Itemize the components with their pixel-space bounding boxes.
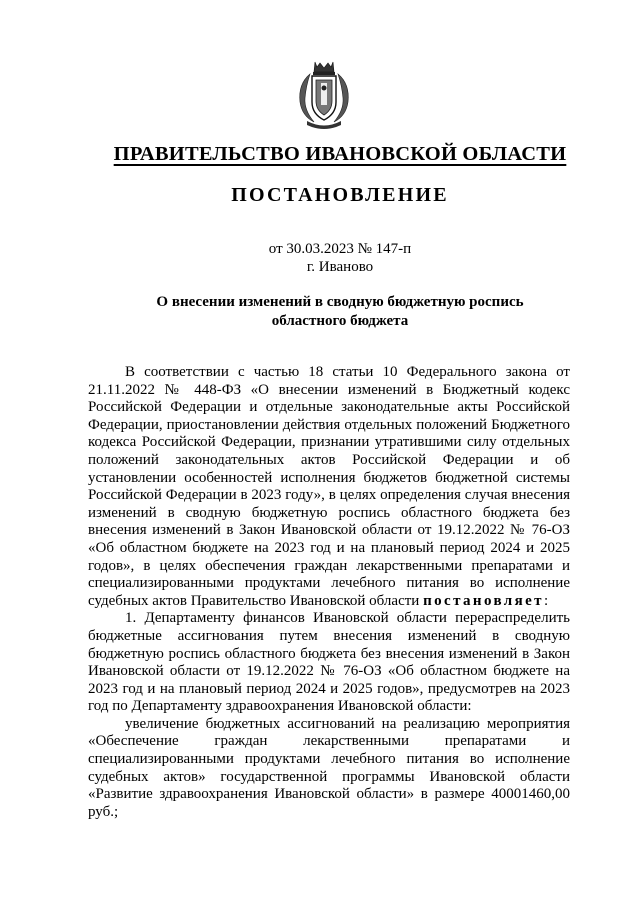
- paragraph-preamble: [88, 364, 570, 610]
- document-date-number: от 30.03.2023 № 147-п: [268, 241, 412, 257]
- paragraph-item-1-detail: увеличение бюджетных ассигнований на реализацию мероприятия «Обеспечение граждан лекарственными препаратами и специализированными продуктами лечебного питания во исполнение судебных актов» государственной программы Ивановской области «Развитие здравоохранения Ивановской области» в размере 40001460,00 руб.;: [88, 715, 570, 820]
- ivanovo-coat-of-arms-icon: [293, 58, 355, 132]
- document-city: г. Иваново: [306, 259, 374, 275]
- heading-line-2: областного бюджета: [271, 313, 409, 329]
- document-heading: [90, 293, 590, 331]
- resolves-keyword: постановляет: [423, 592, 544, 609]
- document-type: ПОСТАНОВЛЕНИЕ: [231, 184, 449, 206]
- organization-title: ПРАВИТЕЛЬСТВО ИВАНОВСКОЙ ОБЛАСТИ: [113, 143, 567, 165]
- heading-line-1: О внесении изменений в сводную бюджетную роспись: [156, 294, 524, 310]
- preamble-text: В соответствии с частью 18 статьи 10 Федерального закона от 21.11.2022 № 448-ФЗ «О внесении изменений в Бюджетный кодекс Российской Федерации и отдельные законодательные акты Российской Федерации, приостановлении действия отдельных положений Бюджетного кодекса Российской Федерации, признании утратившими силу отдельных положений законодательных актов Российской Федерации и об установлении особенностей исполнения бюджетов бюджетной системы Российской Федерации в 2023 году», в целях определения случая внесения изменений в сводную бюджетную роспись областного бюджета без внесения изменений в Закон Ивановской области от 19.12.2022 № 76-ОЗ «Об областном бюджете на 2023 год и на плановый период 2024 и 2025 годов», в целях обеспечения граждан лекарственными препаратами и специализированными продуктами лечебного питания во исполнение судебных актов Правительство Ивановской области: [88, 364, 570, 609]
- preamble-colon: :: [543, 592, 549, 609]
- paragraph-item-1: 1. Департаменту финансов Ивановской области перераспределить бюджетные ассигнования путем внесения изменений в сводную бюджетную роспись областного бюджета без внесения изменений в Закон Ивановской области от 19.12.2022 № 76-ОЗ «Об областном бюджете на 2023 год и на плановый период 2024 и 2025 годов», предусмотрев на 2023 год по Департаменту здравоохранения Ивановской области:: [88, 610, 570, 715]
- document-body: [88, 364, 570, 821]
